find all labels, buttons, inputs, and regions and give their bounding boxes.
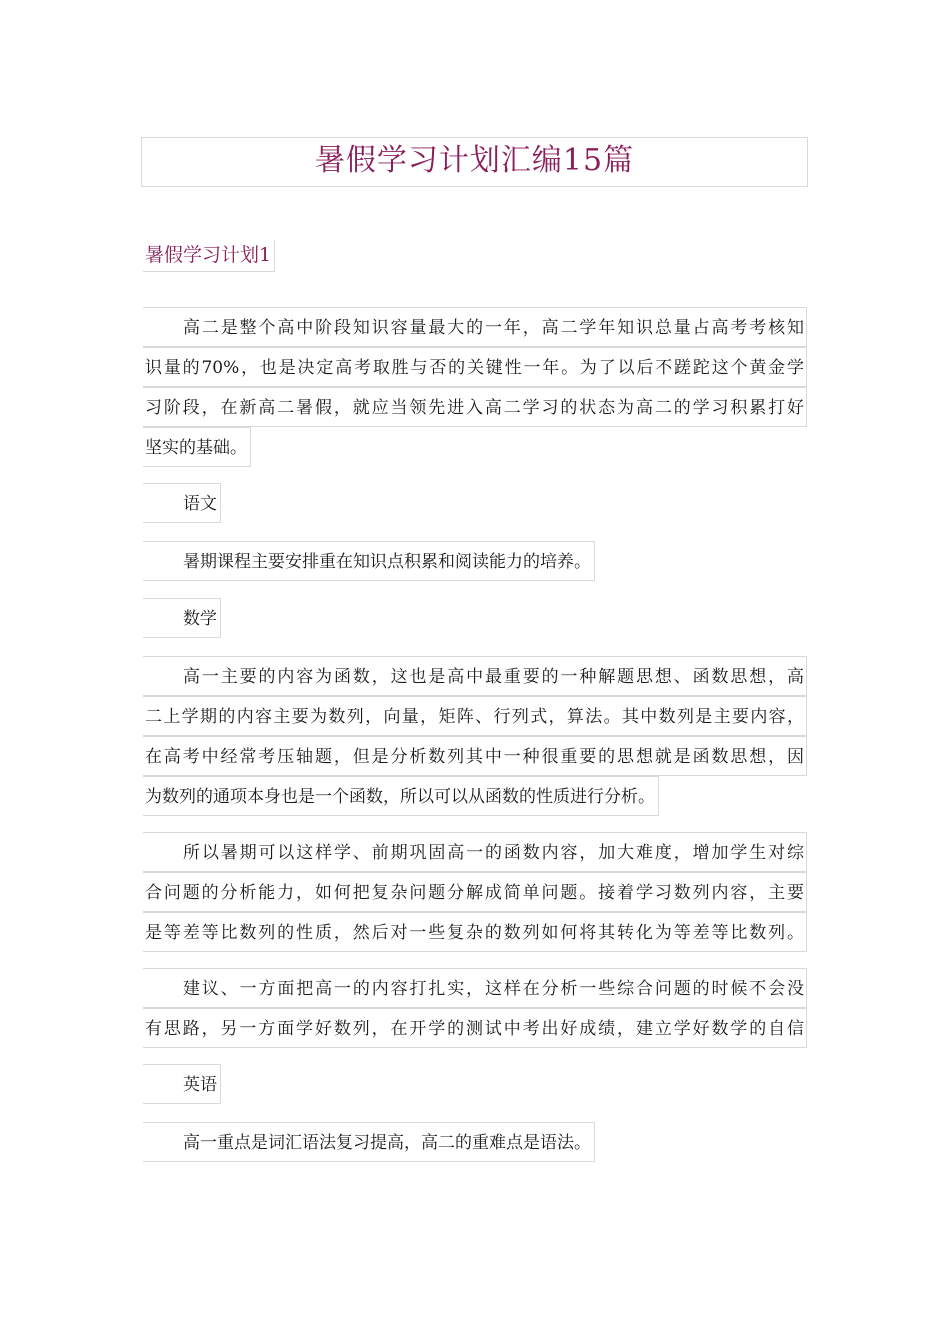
paragraph-line: 暑期课程主要安排重在知识点积累和阅读能力的培养。 [143, 541, 595, 581]
paragraph-line: 习阶段，在新高二暑假，就应当领先进入高二学习的状态为高二的学习积累打好 [143, 387, 807, 427]
paragraph-line: 有思路，另一方面学好数列，在开学的测试中考出好成绩，建立学好数学的自信 [143, 1008, 807, 1048]
document-title: 暑假学习计划汇编15篇 [141, 137, 808, 187]
paragraph-line: 高二是整个高中阶段知识容量最大的一年，高二学年知识总量占高考考核知 [143, 307, 807, 347]
paragraph-line: 识量的70%，也是决定高考取胜与否的关键性一年。为了以后不蹉跎这个黄金学 [143, 347, 807, 387]
paragraph-line: 建议、一方面把高一的内容打扎实，这样在分析一些综合问题的时候不会没 [143, 968, 807, 1008]
subject-heading-math: 数学 [143, 598, 221, 638]
subject-heading-english: 英语 [143, 1064, 221, 1104]
paragraph-line: 二上学期的内容主要为数列，向量，矩阵、行列式，算法。其中数列是主要内容， [143, 696, 807, 736]
paragraph-line: 所以暑期可以这样学、前期巩固高一的函数内容，加大难度，增加学生对综 [143, 832, 807, 872]
paragraph-line: 高一重点是词汇语法复习提高，高二的重难点是语法。 [143, 1122, 595, 1162]
section-heading: 暑假学习计划1 [143, 240, 275, 272]
paragraph-line: 合问题的分析能力，如何把复杂问题分解成简单问题。接着学习数列内容，主要 [143, 872, 807, 912]
paragraph-line: 高一主要的内容为函数，这也是高中最重要的一种解题思想、函数思想，高 [143, 656, 807, 696]
paragraph-line: 坚实的基础。 [143, 427, 251, 467]
paragraph-line: 是等差等比数列的性质，然后对一些复杂的数列如何将其转化为等差等比数列。 [143, 912, 807, 952]
subject-heading-chinese: 语文 [143, 483, 221, 523]
paragraph-line: 在高考中经常考压轴题，但是分析数列其中一种很重要的思想就是函数思想，因 [143, 736, 807, 776]
paragraph-line: 为数列的通项本身也是一个函数，所以可以从函数的性质进行分析。 [143, 776, 659, 816]
